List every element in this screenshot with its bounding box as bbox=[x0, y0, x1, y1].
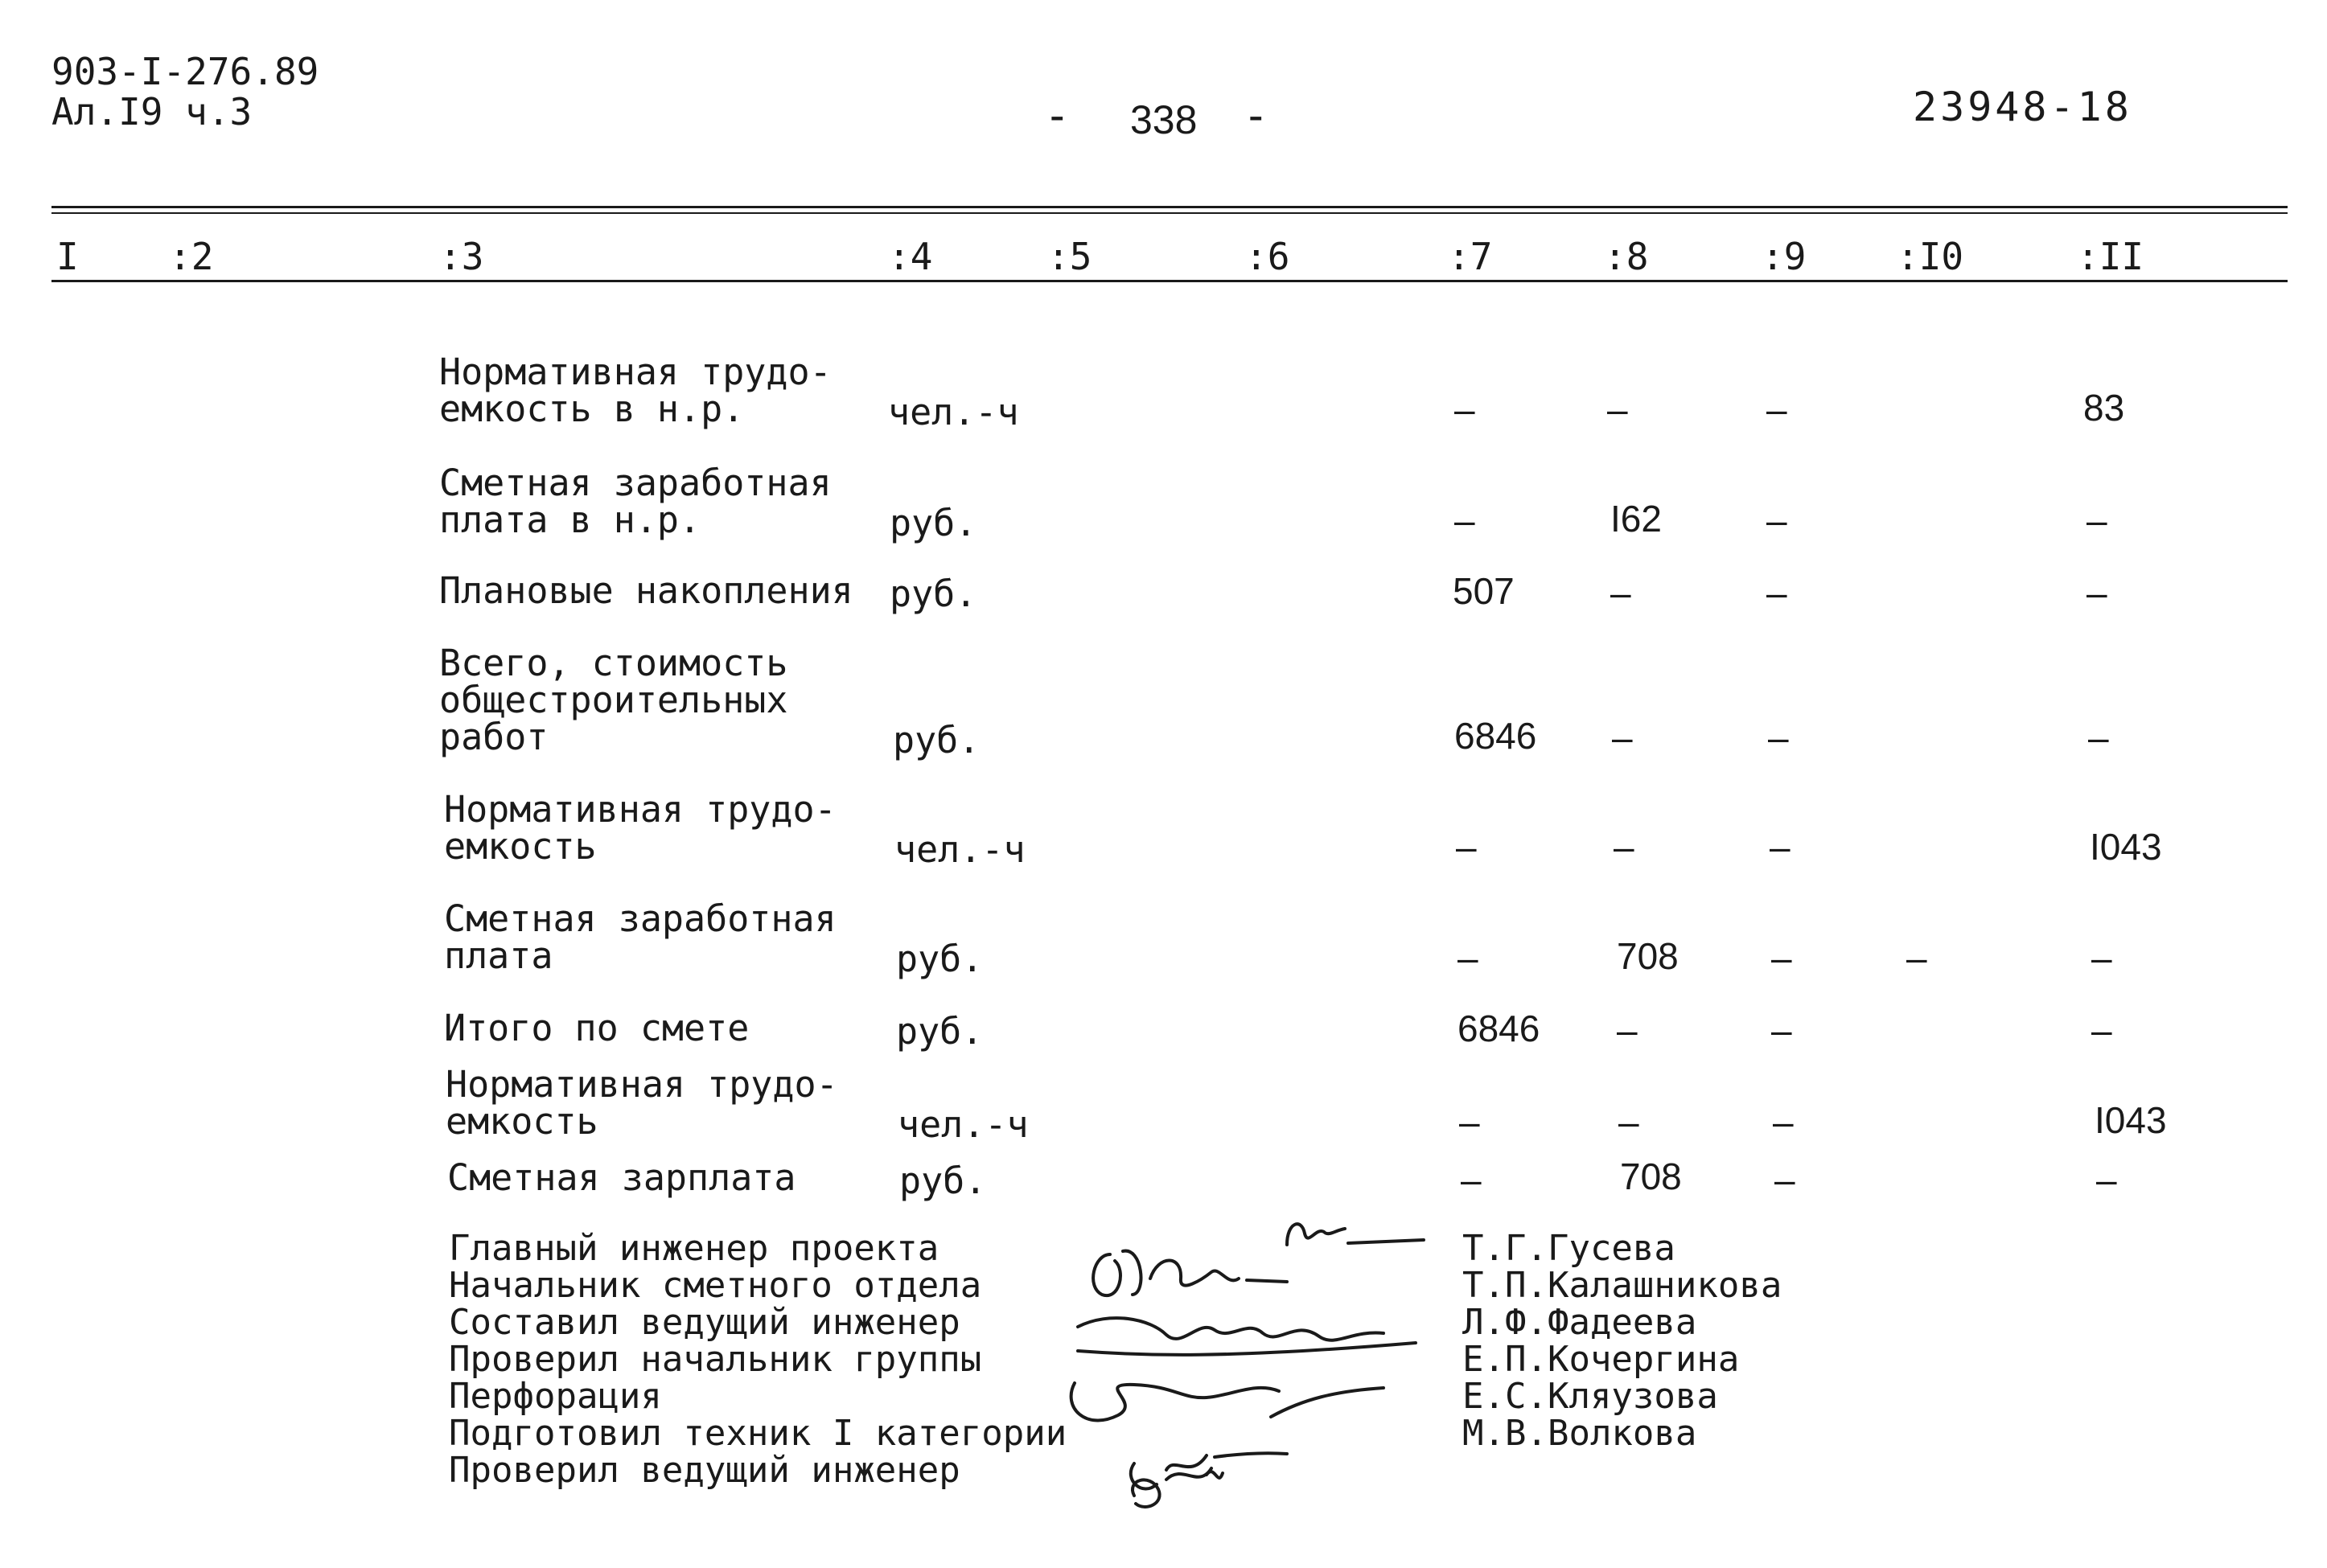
page-number: 338 bbox=[1130, 97, 1198, 142]
signature-names bbox=[1462, 1230, 1782, 1452]
row-5-col8: – bbox=[1614, 826, 1634, 868]
row-4-col9: – bbox=[1768, 716, 1789, 758]
handwritten-signatures bbox=[1046, 1198, 1464, 1512]
row-5-label: Нормативная трудо- емкость bbox=[444, 788, 837, 868]
row-1-label: Нормативная трудо- емкость в н.р. bbox=[439, 351, 832, 430]
row-2-label: Сметная заработная плата в н.р. bbox=[439, 462, 832, 541]
header-top-rule-2 bbox=[51, 212, 2288, 214]
signature-role: Начальник сметного отдела bbox=[449, 1265, 982, 1306]
document-code bbox=[51, 51, 319, 132]
row-7-col8: – bbox=[1617, 1009, 1638, 1051]
row-3-col7: 507 bbox=[1453, 570, 1515, 612]
column-header-5: :5 bbox=[1047, 235, 1092, 278]
signature-name: Т.П.Калашникова bbox=[1462, 1265, 1782, 1306]
signature-role: Главный инженер проекта bbox=[449, 1228, 939, 1269]
row-1-col11: 83 bbox=[2083, 387, 2125, 429]
row-9-col9: – bbox=[1774, 1159, 1795, 1201]
signature-role: Проверил начальник группы bbox=[449, 1339, 982, 1380]
row-3-col11: – bbox=[2086, 572, 2107, 614]
row-1-unit: чел.-ч bbox=[888, 391, 1019, 433]
row-6-col9: – bbox=[1771, 937, 1792, 979]
page-dash-left: - bbox=[1044, 90, 1071, 141]
row-7-unit: руб. bbox=[896, 1010, 984, 1053]
row-4-col7: 6846 bbox=[1454, 715, 1537, 757]
signature-name: Л.Ф.Фадеева bbox=[1462, 1302, 1697, 1343]
row-2-col9: – bbox=[1766, 499, 1787, 541]
row-9-col11: – bbox=[2096, 1159, 2117, 1201]
row-9-col7: – bbox=[1461, 1159, 1482, 1201]
row-2-unit: руб. bbox=[890, 502, 977, 544]
row-2-col11: – bbox=[2086, 499, 2107, 541]
header-bottom-rule bbox=[51, 280, 2288, 282]
row-5-col7: – bbox=[1456, 826, 1477, 868]
row-1-col7: – bbox=[1454, 388, 1475, 430]
row-2-col8: I62 bbox=[1610, 498, 1662, 540]
signature-name: Е.С.Кляузова bbox=[1462, 1376, 1718, 1417]
row-1-col9: – bbox=[1766, 388, 1787, 430]
row-3-unit: руб. bbox=[890, 573, 977, 615]
document-code-line2: Ал.I9 ч.3 bbox=[51, 90, 253, 133]
signature-role: Проверил ведущий инженер bbox=[449, 1450, 960, 1491]
stamp-number: 23948-18 bbox=[1913, 84, 2132, 130]
row-5-unit: чел.-ч bbox=[894, 828, 1026, 871]
column-header-8: :8 bbox=[1604, 235, 1649, 278]
document-code-line1: 903-I-276.89 bbox=[51, 50, 319, 93]
column-header-1: I bbox=[56, 235, 79, 278]
row-7-col7: 6846 bbox=[1457, 1008, 1540, 1049]
row-4-label: Всего, стоимость общестроительных работ bbox=[439, 642, 788, 758]
row-8-label: Нормативная трудо- емкость bbox=[446, 1063, 838, 1143]
row-6-unit: руб. bbox=[896, 938, 984, 980]
signature-name: М.В.Волкова bbox=[1462, 1413, 1697, 1454]
row-3-col9: – bbox=[1766, 572, 1787, 614]
row-8-col7: – bbox=[1459, 1101, 1480, 1143]
row-6-label: Сметная заработная плата bbox=[444, 897, 837, 977]
row-2-col7: – bbox=[1454, 499, 1475, 541]
row-4-unit: руб. bbox=[893, 719, 981, 761]
row-6-col10: – bbox=[1906, 937, 1927, 979]
column-header-3: :3 bbox=[439, 235, 484, 278]
row-5-col11: I043 bbox=[2090, 826, 2162, 868]
signature-name: Е.П.Кочергина bbox=[1462, 1339, 1740, 1380]
row-7-col11: – bbox=[2091, 1009, 2112, 1051]
row-1-col8: – bbox=[1607, 388, 1628, 430]
column-header-6: :6 bbox=[1245, 235, 1290, 278]
row-3-label: Плановые накопления bbox=[439, 569, 853, 612]
row-4-col8: – bbox=[1612, 716, 1633, 758]
column-header-4: :4 bbox=[888, 235, 933, 278]
signature-role: Перфорация bbox=[449, 1376, 662, 1417]
signature-name: Т.Г.Гусева bbox=[1462, 1228, 1675, 1269]
signature-roles bbox=[449, 1230, 1067, 1489]
row-4-col11: – bbox=[2088, 716, 2109, 758]
row-9-label: Сметная зарплата bbox=[447, 1156, 796, 1199]
row-8-unit: чел.-ч bbox=[898, 1103, 1029, 1146]
page-dash-right: - bbox=[1243, 90, 1269, 141]
column-header-2: :2 bbox=[169, 235, 214, 278]
row-7-label: Итого по смете bbox=[444, 1007, 750, 1049]
row-6-col7: – bbox=[1457, 937, 1478, 979]
row-3-col8: – bbox=[1610, 572, 1631, 614]
row-6-col11: – bbox=[2091, 937, 2112, 979]
column-header-10: :I0 bbox=[1897, 235, 1964, 278]
signature-role: Составил ведущий инженер bbox=[449, 1302, 960, 1343]
row-8-col8: – bbox=[1618, 1101, 1639, 1143]
column-header-9: :9 bbox=[1762, 235, 1807, 278]
row-6-col8: 708 bbox=[1617, 935, 1679, 977]
column-header-11: :II bbox=[2077, 235, 2144, 278]
row-9-unit: руб. bbox=[899, 1160, 987, 1202]
column-header-7: :7 bbox=[1448, 235, 1493, 278]
row-7-col9: – bbox=[1771, 1009, 1792, 1051]
header-top-rule bbox=[51, 206, 2288, 208]
row-8-col11: I043 bbox=[2095, 1099, 2167, 1141]
signature-role: Подготовил техник I категории bbox=[449, 1413, 1067, 1454]
row-9-col8: 708 bbox=[1620, 1155, 1682, 1197]
row-8-col9: – bbox=[1773, 1101, 1794, 1143]
row-5-col9: – bbox=[1770, 826, 1790, 868]
